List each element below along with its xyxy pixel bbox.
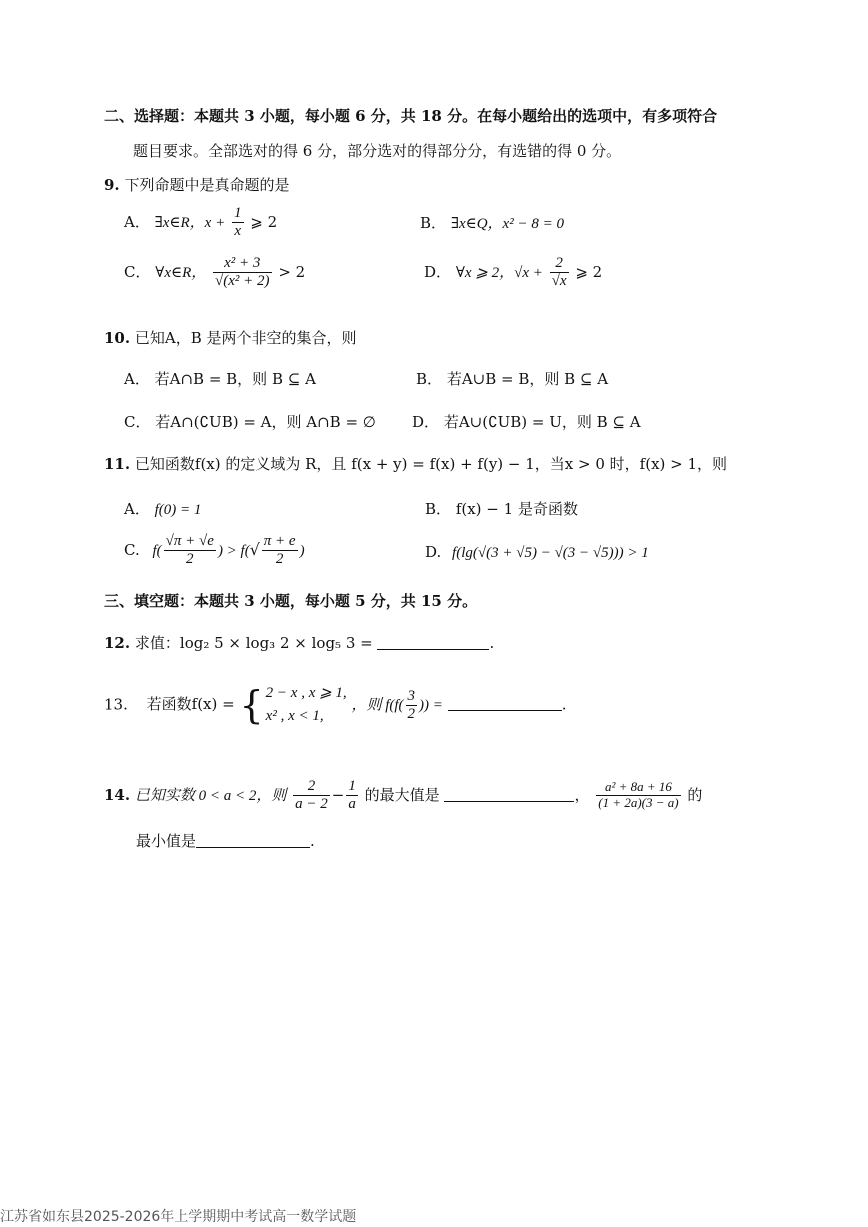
q14-f1-den: a − 2 <box>295 796 328 813</box>
q13-mid: ，则 f(f( <box>351 697 404 714</box>
q13-cases <box>266 682 347 729</box>
q11-option-c-left-num: √π + √e <box>164 533 216 551</box>
q10-option-c-text: 若A∩(∁UB) = A，则 A∩B = ∅ <box>155 413 376 431</box>
q13-suffix: )) = <box>419 697 443 714</box>
q13-frac-num: 3 <box>406 688 418 706</box>
q14-f1-num: 2 <box>293 778 330 796</box>
section2-header-line1: 二、选择题：本题共 3 小题，每小题 6 分，共 18 分。在每小题给出的选项中，有多项符合 <box>104 107 718 125</box>
q9-option-d-den: √x <box>551 273 567 290</box>
q13-case1: 2 − x , x ⩾ 1, <box>265 685 347 701</box>
q13-frac-den: 2 <box>407 705 416 722</box>
q14-line2-text: 最小值是 <box>136 832 197 850</box>
q9-stem <box>104 174 289 195</box>
q11-option-c-right-fraction <box>262 533 298 569</box>
q11-option-b <box>425 498 578 519</box>
q9-option-a-den: x <box>234 223 242 240</box>
q9-option-a <box>124 205 277 241</box>
q10-option-d-label: D． <box>412 413 440 431</box>
q9-option-c <box>124 255 305 291</box>
q9-option-b-label: B． <box>420 214 447 232</box>
q10-option-d <box>412 411 641 432</box>
q9-option-c-num: x² + 3 <box>213 255 272 273</box>
q11-option-b-label: B． <box>425 500 452 518</box>
q14-f2-den: a <box>348 796 356 813</box>
footer-text: 江苏省如东县2025-2026年上学期期中考试高一数学试题 <box>0 1209 357 1225</box>
q11-option-a <box>124 498 201 519</box>
q14-pre: 已知实数 0 < a < 2，则 <box>134 787 287 804</box>
q13-answer-blank[interactable] <box>448 696 562 711</box>
q11-option-c: C. f( $\frac{√\pi + √e}{2}$ ) > f(√ $\frac{\pi + e}{2}$ ) <box>124 533 305 568</box>
q12-answer-blank[interactable] <box>377 635 489 650</box>
q9-option-d-lhs: ∀x ⩾ 2，√x + <box>455 264 543 281</box>
q12-text: 求值：log₂ 5 × log₃ 2 × log₅ 3 = <box>134 634 373 652</box>
q9-option-a-label: A． <box>124 212 150 231</box>
q10-option-a <box>124 368 316 389</box>
q10-option-d-text: 若A∪(∁UB) = U，则 B ⊆ A <box>443 413 641 431</box>
q10-option-b-text: 若A∪B = B，则 B ⊆ A <box>446 370 609 388</box>
q10-option-c-label: C． <box>124 413 151 431</box>
q13-case2: x² , x < 1, <box>265 708 324 725</box>
q9-option-a-num: 1 <box>232 205 244 223</box>
q13-number: 13. <box>104 695 128 714</box>
section2-header-line2: 题目要求。全部选对的得 6 分，部分选对的得部分分，有选错的得 0 分。 <box>133 142 622 160</box>
q14-f2-num: 1 <box>346 778 358 796</box>
q14-answer-blank-1[interactable] <box>444 787 574 802</box>
q14-number: 14. <box>104 785 131 804</box>
q14-line2 <box>136 830 315 851</box>
q10-option-a-text: 若A∩B = B，则 B ⊆ A <box>154 370 316 388</box>
q14-fraction-1 <box>293 778 330 814</box>
q13-end: . <box>561 695 567 714</box>
q10-option-c <box>124 411 376 432</box>
q11-number: 11. <box>104 455 131 473</box>
q11-option-d <box>425 543 649 562</box>
q9-number: 9. <box>104 176 120 194</box>
q14-mid: 的最大值是 <box>364 785 440 804</box>
section3-header: 三、填空题：本题共 3 小题，每小题 5 分，共 15 分。 <box>104 592 478 610</box>
q11-option-a-label: A． <box>124 500 150 518</box>
q10-option-a-label: A． <box>124 370 150 388</box>
q9-option-b-expr: ∃x∈Q，x² − 8 = 0 <box>450 216 564 232</box>
q12-end: . <box>489 634 495 652</box>
q11-option-d-text: f(lg(√(3 + √5) − √(3 − √5))) > 1 <box>452 545 649 561</box>
q11-option-c-label: C. <box>124 540 140 559</box>
q14-fraction-3 <box>596 780 680 811</box>
q10-stem <box>104 327 357 348</box>
q14-line1: 14. 已知实数 0 < a < 2，则 $\frac{2}{a - 2}$ − $\frac{1}{a}$ 的最大值是 ， $\frac{\text{a² + 8a + 16}}{(1 + 2a)(3 - a)}$ 的 <box>104 778 703 813</box>
q11-option-c-right-den: 2 <box>275 551 284 568</box>
q11-option-b-text: f(x) − 1 是奇函数 <box>455 500 578 518</box>
q14-f3-den: (1 + 2a)(3 − a) <box>598 795 679 811</box>
q11-option-c-left-fraction <box>164 533 216 569</box>
q14-fraction-2 <box>346 778 358 814</box>
q9-option-d-fraction <box>550 255 569 291</box>
q11-option-d-label: D. <box>425 543 442 561</box>
q11-stem <box>104 453 727 474</box>
q13 <box>104 682 566 729</box>
q10-stem-text: 已知A，B 是两个非空的集合，则 <box>134 329 357 347</box>
q9-option-c-label: C． <box>124 262 151 281</box>
q13-fraction <box>406 688 418 724</box>
q9-option-d-rhs: ⩾ 2 <box>575 262 603 281</box>
q11-option-c-right-num: π + e <box>262 533 298 551</box>
q9-option-d-num: 2 <box>550 255 569 273</box>
q9-option-a-lhs: ∃x∈R，x + <box>154 214 226 231</box>
q11-option-a-text: f(0) = 1 <box>154 502 202 518</box>
q9-option-b <box>420 212 564 233</box>
q10-option-b <box>416 368 608 389</box>
q9-option-a-rhs: ⩾ 2 <box>250 212 278 231</box>
q9-option-c-den: √(x² + 2) <box>215 273 270 290</box>
q13-prefix: 若函数f(x) = <box>146 695 235 714</box>
q12 <box>104 632 494 653</box>
q13-brace: { <box>239 683 264 728</box>
q14-post: 的 <box>687 785 703 804</box>
q9-option-a-fraction <box>232 205 244 241</box>
q12-number: 12. <box>104 634 131 652</box>
q11-option-c-left-den: 2 <box>186 551 194 568</box>
q10-option-b-label: B． <box>416 370 443 388</box>
q9-option-c-rhs: > 2 <box>278 262 306 281</box>
q14-f3-num: a² + 8a + 16 <box>596 780 680 796</box>
q14-end: . <box>310 832 315 850</box>
q9-option-c-fraction <box>213 255 272 291</box>
q9-option-d-label: D． <box>424 262 452 281</box>
q9-option-d <box>424 255 602 291</box>
q11-stem-text: 已知函数f(x) 的定义域为 R，且 f(x + y) = f(x) + f(y) − 1，当x > 0 时，f(x) > 1，则 <box>134 455 728 473</box>
q9-stem-text: 下列命题中是真命题的是 <box>124 176 290 194</box>
q10-number: 10. <box>104 329 131 347</box>
q14-answer-blank-2[interactable] <box>196 833 310 848</box>
q9-option-c-lhs: ∀x∈R， <box>155 264 207 281</box>
